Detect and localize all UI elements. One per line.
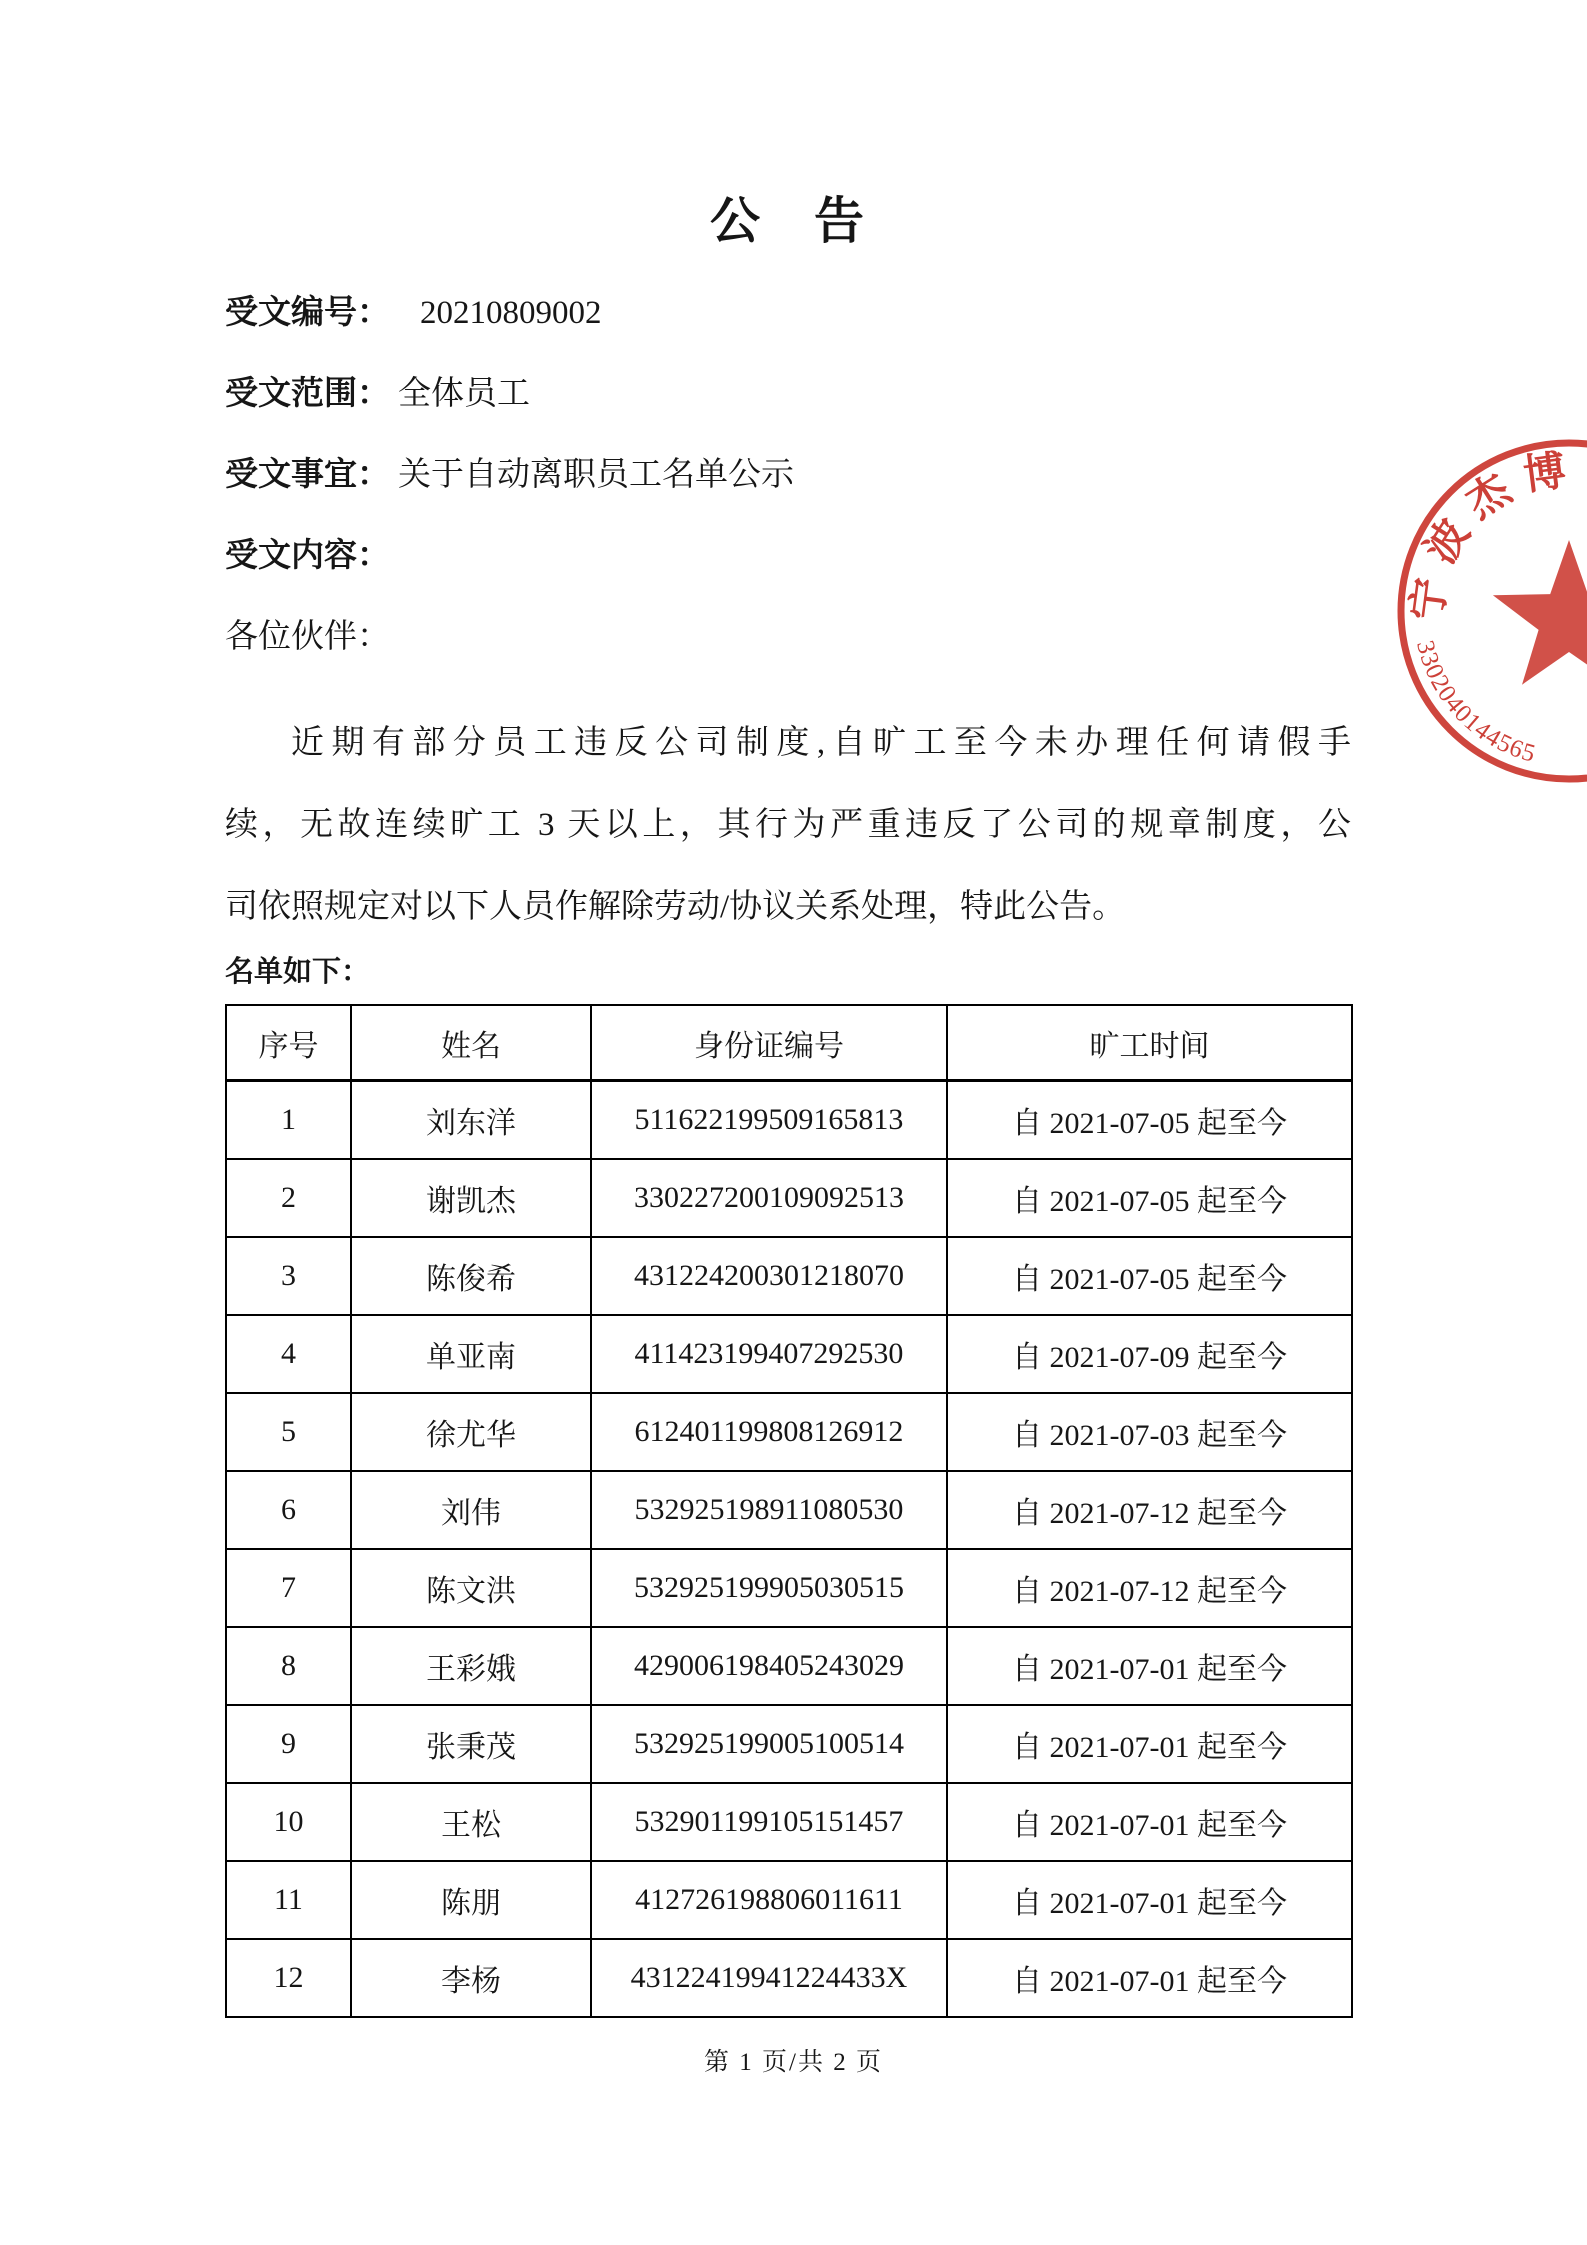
table-cell: 陈文洪 [351,1549,591,1627]
table-row [226,1159,1352,1237]
table-cell: 411423199407292530 [591,1315,947,1393]
table-row [226,1939,1352,2017]
table-row [226,1315,1352,1393]
body-line: 司依照规定对以下人员作解除劳动/协议关系处理，特此公告。 [225,889,1126,925]
table-cell: 自 2021-07-03 起至今 [947,1393,1352,1471]
header-cell-id-number: 身份证编号 [591,1005,947,1081]
table-cell: 1 [226,1081,351,1160]
field-label: 受文编号： [225,295,390,331]
field-label: 受文范围： [225,376,390,412]
body-line: 续，无故连续旷工 3 天以上，其行为严重违反了公司的规章制度，公 [225,807,1351,843]
table-cell: 自 2021-07-12 起至今 [947,1471,1352,1549]
table-row [226,1393,1352,1471]
table-cell: 自 2021-07-01 起至今 [947,1939,1352,2017]
svg-text:宁波杰博 [1404,446,1582,623]
field-value: 全体员工 [398,376,530,412]
table-cell: 612401199808126912 [591,1393,947,1471]
table-cell: 自 2021-07-09 起至今 [947,1315,1352,1393]
table-cell: 张秉茂 [351,1705,591,1783]
table-cell: 532925198911080530 [591,1471,947,1549]
field-row-subject [225,458,1351,492]
svg-text:3302040144565 [1411,638,1539,768]
field-value: 关于自动离职员工名单公示 [398,457,794,493]
table-cell: 自 2021-07-01 起至今 [947,1861,1352,1939]
table-cell: 刘东洋 [351,1081,591,1160]
table-cell: 431224200301218070 [591,1237,947,1315]
field-label: 受文事宜： [225,457,390,493]
field-row-scope [225,377,1351,411]
table-header-row [226,1005,1352,1081]
table-cell: 429006198405243029 [591,1627,947,1705]
table-cell: 王彩娥 [351,1627,591,1705]
table-row [226,1705,1352,1783]
table-row [226,1237,1352,1315]
roster-table [225,1004,1353,2018]
table-cell: 532901199105151457 [591,1783,947,1861]
company-stamp [1395,434,1587,792]
table-cell: 自 2021-07-05 起至今 [947,1159,1352,1237]
table-cell: 李杨 [351,1939,591,2017]
salutation-text: 各位伙伴： [225,619,390,655]
header-cell-index: 序号 [226,1005,351,1081]
table-cell: 5 [226,1393,351,1471]
table-cell: 9 [226,1705,351,1783]
table-cell: 谢凯杰 [351,1159,591,1237]
page-title: 公 告 [710,193,866,249]
field-row-content [225,539,1351,573]
body-line: 近期有部分员工违反公司制度,自旷工至今未办理任何请假手 [291,725,1351,761]
table-row [226,1081,1352,1160]
table-cell: 511622199509165813 [591,1081,947,1160]
stamp-serial-text: 3302040144565 [1411,637,1539,768]
table-cell: 412726198806011611 [591,1861,947,1939]
table-cell: 43122419941224433X [591,1939,947,2017]
field-label: 受文内容： [225,538,390,574]
table-row [226,1471,1352,1549]
field-value: 20210809002 [420,295,602,331]
table-cell: 单亚南 [351,1315,591,1393]
table-cell: 陈俊希 [351,1237,591,1315]
table-cell: 自 2021-07-01 起至今 [947,1627,1352,1705]
page-footer: 第 1 页/共 2 页 [704,2049,883,2076]
table-cell: 4 [226,1315,351,1393]
list-heading: 名单如下： [225,956,371,988]
field-row-doc-number [225,296,1351,330]
table-cell: 10 [226,1783,351,1861]
table-cell: 12 [226,1939,351,2017]
header-cell-absence-time: 旷工时间 [947,1005,1352,1081]
table-cell: 11 [226,1861,351,1939]
table-cell: 自 2021-07-12 起至今 [947,1549,1352,1627]
table-cell: 陈朋 [351,1861,591,1939]
table-cell: 6 [226,1471,351,1549]
document-content [225,186,1351,2018]
table-cell: 8 [226,1627,351,1705]
table-row [226,1549,1352,1627]
table-cell: 自 2021-07-05 起至今 [947,1081,1352,1160]
table-cell: 330227200109092513 [591,1159,947,1237]
table-cell: 自 2021-07-05 起至今 [947,1237,1352,1315]
header-fields [225,296,1351,573]
table-body [226,1081,1352,2018]
table-cell: 3 [226,1237,351,1315]
table-cell: 王松 [351,1783,591,1861]
table-cell: 自 2021-07-01 起至今 [947,1705,1352,1783]
stamp-star [1493,540,1587,685]
table-cell: 刘伟 [351,1471,591,1549]
table-row [226,1627,1352,1705]
table-cell: 徐尤华 [351,1393,591,1471]
table-row [226,1861,1352,1939]
table-cell: 2 [226,1159,351,1237]
stamp-company-text: 宁波杰博 [1404,446,1582,624]
stamp-circle [1401,443,1587,779]
table-cell: 自 2021-07-01 起至今 [947,1783,1352,1861]
body-paragraph [225,702,1351,948]
header-cell-name: 姓名 [351,1005,591,1081]
table-cell: 7 [226,1549,351,1627]
table-cell: 532925199005100514 [591,1705,947,1783]
table-row [226,1783,1352,1861]
table-cell: 532925199905030515 [591,1549,947,1627]
